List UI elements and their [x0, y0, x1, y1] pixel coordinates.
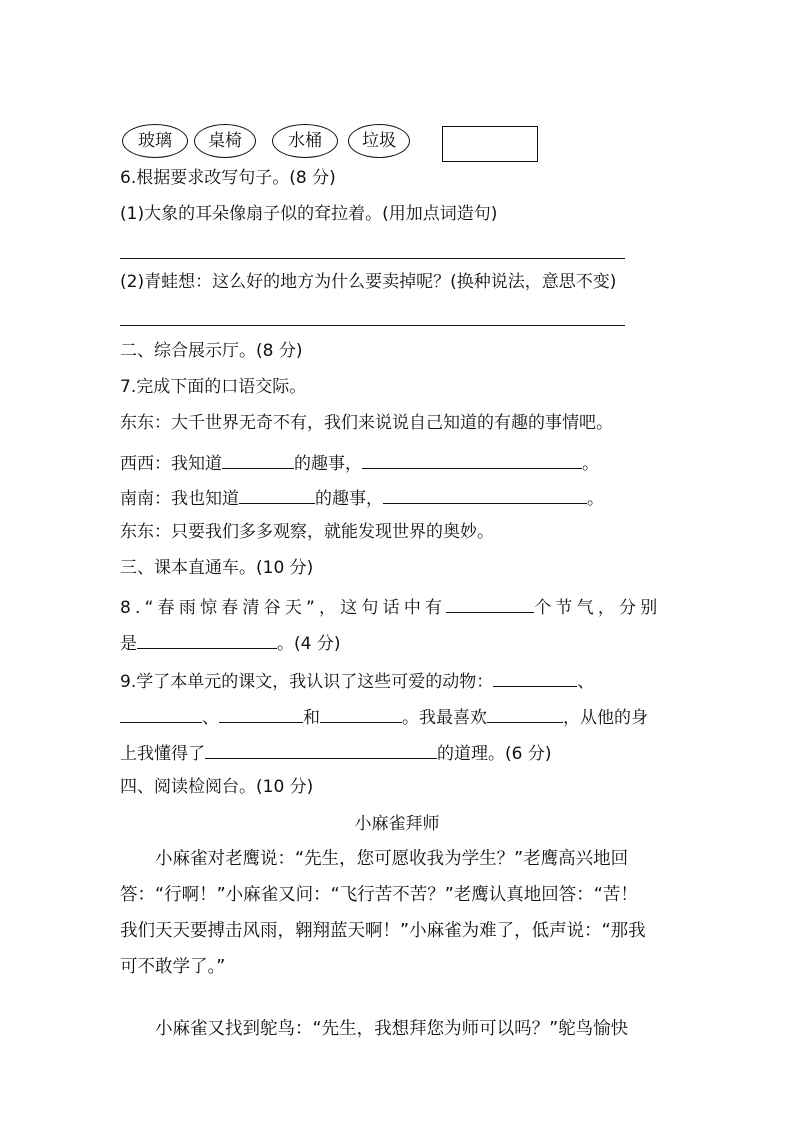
passage-line-3: 我们天天要搏击风雨，翱翔蓝天啊！”小麻雀为难了，低声说：“那我 [120, 921, 646, 941]
q8-line-1 [120, 593, 661, 620]
q6-sub2: (2)青蛙想：这么好的地方为什么要卖掉呢？(换种说法，意思不变) [120, 272, 617, 292]
q9-text-g: 上我懂得了 [120, 744, 205, 764]
q7-dialog-2-a: 西西：我知道 [120, 454, 222, 474]
word-option-3: 水桶 [272, 124, 338, 158]
q7-title: 7.完成下面的口语交际。 [120, 377, 307, 397]
q9-blank-5[interactable] [487, 703, 563, 723]
q9-text-d: 和 [303, 708, 320, 728]
answer-box[interactable] [442, 126, 538, 162]
q9-text-a: 9.学了本单元的课文，我认识了这些可爱的动物： [120, 672, 494, 692]
passage-line-1: 小麻雀对老鹰说：“先生，您可愿收我为学生？”老鹰高兴地回 [120, 849, 629, 869]
q8-text-c: 是 [120, 634, 137, 654]
q9-text-b: 、 [577, 672, 595, 692]
q9-line-3 [120, 739, 551, 766]
q9-blank-4[interactable] [320, 703, 402, 723]
q9-line-1 [120, 667, 594, 694]
q9-blank-3[interactable] [219, 703, 303, 723]
word-option-4: 垃圾 [348, 124, 410, 158]
q9-blank-1[interactable] [493, 667, 577, 687]
q7-blank-2[interactable] [362, 449, 582, 469]
q6-answer-line-1[interactable] [120, 258, 625, 259]
word-option-2: 桌椅 [194, 124, 256, 158]
q7-blank-3[interactable] [239, 484, 315, 504]
passage-line-2: 答：“行啊！”小麻雀又问：“飞行苦不苦？”老鹰认真地回答：“苦！ [120, 885, 638, 905]
q7-dialog-4: 东东：只要我们多多观察，就能发现世界的奥妙。 [120, 522, 494, 542]
q6-sub1: (1)大象的耳朵像扇子似的耷拉着。(用加点词造句) [120, 204, 498, 224]
q9-line-2 [120, 703, 648, 730]
q8-blank-2[interactable] [137, 629, 277, 649]
q7-dialog-2-b: 的趣事， [294, 454, 362, 474]
q9-text-c: 、 [202, 708, 219, 728]
section-4-heading: 四、阅读检阅台。(10 分) [120, 777, 314, 797]
q6-answer-line-2[interactable] [120, 325, 625, 326]
q7-dialog-3-c: 。 [587, 489, 604, 509]
q7-blank-1[interactable] [222, 449, 294, 469]
section-3-heading: 三、课本直通车。(10 分) [120, 558, 314, 578]
q7-dialog-3-a: 南南：我也知道 [120, 489, 239, 509]
q9-text-f: ，从他的身 [563, 708, 648, 728]
q7-blank-4[interactable] [383, 484, 587, 504]
q7-dialog-1: 东东：大千世界无奇不有，我们来说说自己知道的有趣的事情吧。 [120, 413, 613, 433]
passage-line-4: 可不敢学了。” [120, 957, 226, 977]
q8-text-d: 。(4 分) [277, 634, 341, 654]
passage-line-5: 小麻雀又找到鸵鸟：“先生，我想拜您为师可以吗？”鸵鸟愉快 [120, 1019, 629, 1039]
section-2-heading: 二、综合展示厅。(8 分) [120, 341, 303, 361]
q7-dialog-3-b: 的趣事， [315, 489, 383, 509]
q9-text-e: 。我最喜欢 [402, 708, 487, 728]
q6-title: 6.根据要求改写句子。(8 分) [120, 168, 336, 188]
q8-blank-1[interactable] [446, 593, 534, 613]
q9-blank-2[interactable] [120, 703, 202, 723]
q8-text-a: 8.“春雨惊春清谷天”，这句话中有 [120, 598, 447, 618]
q7-dialog-3 [120, 484, 604, 511]
q8-line-2 [120, 629, 340, 656]
q9-blank-6[interactable] [205, 739, 437, 759]
word-option-1: 玻璃 [122, 124, 188, 158]
q7-dialog-2-c: 。 [582, 454, 599, 474]
q7-dialog-2 [120, 449, 599, 476]
q9-text-h: 的道理。(6 分) [437, 744, 552, 764]
q8-text-b: 个节气，分别 [534, 598, 662, 618]
passage-title: 小麻雀拜师 [354, 814, 440, 834]
